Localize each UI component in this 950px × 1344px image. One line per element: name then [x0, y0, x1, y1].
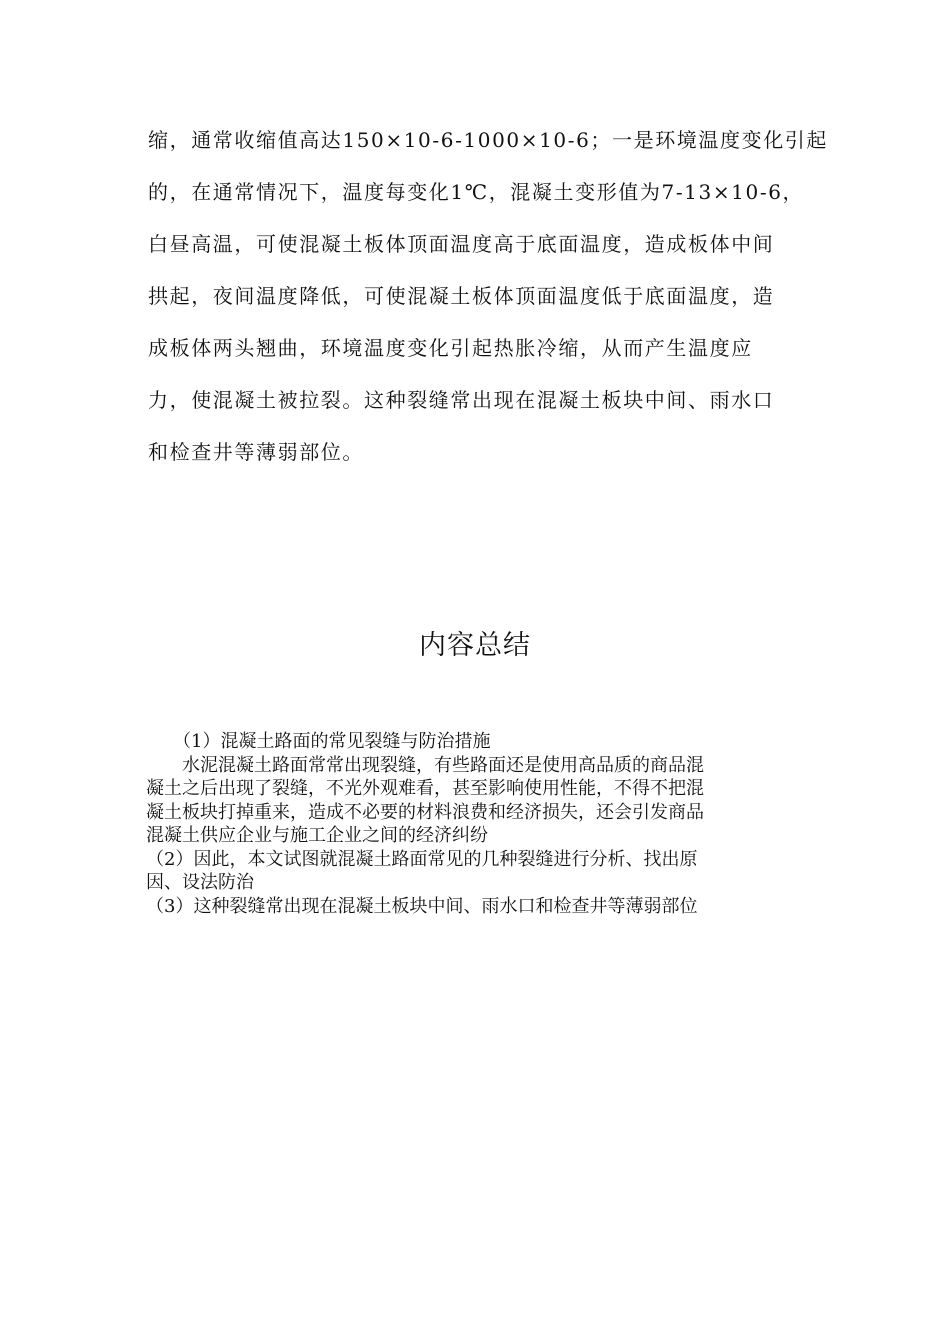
summary-line: 凝土板块打掉重来，造成不必要的材料浪费和经济损失，还会引发商品 — [146, 801, 704, 823]
summary-body — [146, 730, 806, 918]
summary-line: 混凝土供应企业与施工企业之间的经济纠纷 — [146, 825, 488, 846]
summary-line: （2）因此，本文试图就混凝土路面常见的几种裂缝进行分析、找出原 — [146, 848, 698, 870]
summary-line: （3）这种裂缝常出现在混凝土板块中间、雨水口和检查井等薄弱部位 — [146, 895, 698, 917]
summary-line: 水泥混凝土路面常常出现裂缝，有些路面还是使用高品质的商品混 — [146, 754, 704, 776]
summary-line: 因、设法防治 — [146, 872, 254, 893]
body-line: 白昼高温，可使混凝土板体顶面温度高于底面温度，造成板体中间 — [148, 232, 775, 256]
body-line: 的，在通常情况下，温度每变化1℃，混凝土变形值为7-13×10-6， — [148, 180, 805, 204]
body-line: 缩，通常收缩值高达150×10-6-1000×10-6；一是环境温度变化引起 — [148, 128, 829, 152]
summary-line: 凝土之后出现了裂缝，不光外观难看，甚至影响使用性能，不得不把混 — [146, 778, 704, 799]
body-line: 力，使混凝土被拉裂。这种裂缝常出现在混凝土板块中间、雨水口 — [148, 388, 775, 412]
summary-line: （1）混凝土路面的常见裂缝与防治措施 — [146, 731, 491, 752]
summary-heading: 内容总结 — [419, 630, 531, 661]
body-paragraph — [148, 118, 829, 482]
body-line: 成板体两头翘曲，环境温度变化引起热胀冷缩，从而产生温度应 — [148, 336, 753, 360]
body-line: 拱起，夜间温度降低，可使混凝土板体顶面温度低于底面温度，造 — [148, 284, 775, 308]
body-line: 和检查井等薄弱部位。 — [148, 440, 364, 464]
